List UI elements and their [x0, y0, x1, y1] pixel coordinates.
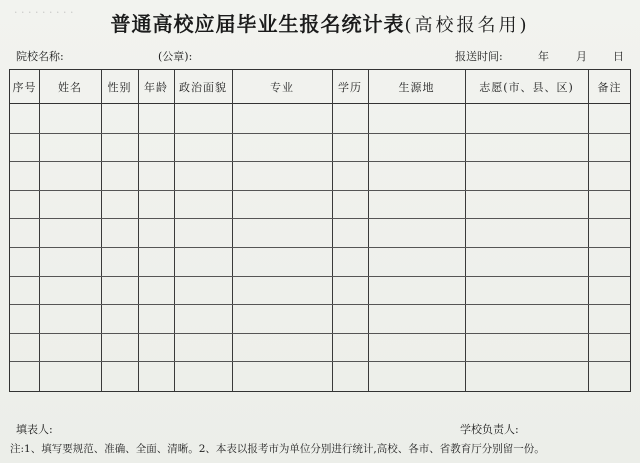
table-cell[interactable] — [138, 104, 174, 133]
column-header: 年龄 — [144, 81, 168, 94]
table-cell[interactable] — [588, 276, 631, 305]
table-cell[interactable] — [368, 161, 465, 190]
table-cell[interactable] — [10, 276, 39, 305]
table-cell[interactable] — [465, 133, 588, 162]
table-cell[interactable] — [332, 133, 368, 162]
table-cell[interactable] — [174, 104, 232, 133]
table-cell[interactable] — [10, 161, 39, 190]
table-cell[interactable] — [332, 333, 368, 362]
table-cell[interactable] — [465, 247, 588, 276]
table-cell[interactable] — [332, 304, 368, 333]
table-cell[interactable] — [368, 133, 465, 162]
month-label: 月 — [576, 50, 587, 63]
table-cell[interactable] — [138, 133, 174, 162]
filler-label: 填表人: — [16, 423, 53, 436]
form-title-sub: (高校报名用) — [404, 15, 530, 36]
table-cell[interactable] — [39, 276, 101, 305]
table-cell[interactable] — [232, 218, 332, 247]
table-cell[interactable] — [174, 304, 232, 333]
table-cell[interactable] — [232, 247, 332, 276]
table-cell[interactable] — [174, 276, 232, 305]
show-through-text: · · · · · · · · · — [14, 6, 74, 19]
table-cell[interactable] — [174, 333, 232, 362]
table-cell[interactable] — [138, 218, 174, 247]
table-cell[interactable] — [332, 161, 368, 190]
column-header: 志愿(市、县、区) — [479, 81, 574, 94]
table-cell[interactable] — [101, 190, 138, 219]
table-cell[interactable] — [39, 133, 101, 162]
table-cell[interactable] — [174, 247, 232, 276]
statistics-table — [9, 69, 631, 392]
table-cell[interactable] — [232, 104, 332, 133]
seal-label: (公章): — [158, 50, 193, 63]
table-cell[interactable] — [232, 361, 332, 390]
form-note: 注:1、填写要规范、准确、全面、清晰。2、本表以报考市为单位分别进行统计,高校、各市、省教育厅分别留一份。 — [10, 443, 545, 455]
table-cell[interactable] — [232, 304, 332, 333]
table-cell[interactable] — [332, 190, 368, 219]
table-cell[interactable] — [138, 190, 174, 219]
table-cell[interactable] — [39, 104, 101, 133]
table-cell[interactable] — [138, 304, 174, 333]
column-header: 姓名 — [58, 81, 82, 94]
table-cell[interactable] — [101, 304, 138, 333]
table-cell[interactable] — [10, 304, 39, 333]
table-cell[interactable] — [465, 333, 588, 362]
table-cell[interactable] — [368, 104, 465, 133]
table-cell[interactable] — [101, 133, 138, 162]
table-cell[interactable] — [232, 333, 332, 362]
table-cell[interactable] — [138, 161, 174, 190]
table-cell[interactable] — [465, 104, 588, 133]
form-title — [0, 8, 640, 37]
table-cell[interactable] — [174, 190, 232, 219]
table-cell[interactable] — [368, 247, 465, 276]
form-title-main: 普通高校应届毕业生报名统计表 — [110, 12, 405, 36]
table-cell[interactable] — [39, 333, 101, 362]
table-cell[interactable] — [368, 333, 465, 362]
column-header: 备注 — [597, 81, 622, 94]
column-header: 专业 — [270, 81, 294, 94]
table-cell[interactable] — [101, 361, 138, 390]
date-label: 报送时间: — [455, 50, 503, 63]
table-cell[interactable] — [588, 104, 631, 133]
table-cell[interactable] — [588, 218, 631, 247]
table-cell[interactable] — [465, 218, 588, 247]
table-cell[interactable] — [101, 161, 138, 190]
table-cell[interactable] — [101, 276, 138, 305]
table-cell[interactable] — [10, 218, 39, 247]
table-cell[interactable] — [368, 304, 465, 333]
column-header: 生源地 — [398, 81, 435, 94]
year-label: 年 — [538, 50, 549, 63]
table-cell[interactable] — [138, 361, 174, 390]
table-cell[interactable] — [174, 218, 232, 247]
table-cell[interactable] — [368, 276, 465, 305]
column-header: 序号 — [12, 81, 37, 94]
table-cell[interactable] — [39, 161, 101, 190]
table-cell[interactable] — [232, 190, 332, 219]
column-header: 政治面貌 — [179, 81, 227, 94]
table-cell[interactable] — [101, 218, 138, 247]
table-cell[interactable] — [332, 247, 368, 276]
table-cell[interactable] — [588, 133, 631, 162]
table-cell[interactable] — [10, 133, 39, 162]
table-cell[interactable] — [39, 190, 101, 219]
table-cell[interactable] — [10, 361, 39, 390]
table-cell[interactable] — [332, 104, 368, 133]
table-cell[interactable] — [368, 218, 465, 247]
table-cell[interactable] — [101, 333, 138, 362]
table-cell[interactable] — [465, 190, 588, 219]
table-cell[interactable] — [174, 133, 232, 162]
table-cell[interactable] — [332, 218, 368, 247]
table-cell[interactable] — [588, 161, 631, 190]
column-header: 性别 — [107, 81, 132, 94]
table-cell[interactable] — [368, 361, 465, 390]
table-cell[interactable] — [10, 190, 39, 219]
table-cell[interactable] — [10, 104, 39, 133]
table-cell[interactable] — [588, 247, 631, 276]
day-label: 日 — [613, 50, 624, 63]
table-cell[interactable] — [588, 304, 631, 333]
table-cell[interactable] — [588, 361, 631, 390]
table-cell[interactable] — [10, 247, 39, 276]
table-cell[interactable] — [232, 133, 332, 162]
table-cell[interactable] — [588, 190, 631, 219]
table-cell[interactable] — [332, 276, 368, 305]
table-cell[interactable] — [138, 276, 174, 305]
table-cell[interactable] — [174, 161, 232, 190]
table-cell[interactable] — [39, 218, 101, 247]
column-header: 学历 — [338, 81, 362, 94]
table-cell[interactable] — [232, 161, 332, 190]
table-cell[interactable] — [39, 304, 101, 333]
principal-label: 学校负责人: — [460, 423, 519, 436]
table-cell[interactable] — [232, 276, 332, 305]
table-cell[interactable] — [10, 333, 39, 362]
table-cell[interactable] — [588, 333, 631, 362]
table-cell[interactable] — [101, 247, 138, 276]
table-cell[interactable] — [174, 361, 232, 390]
table-cell[interactable] — [138, 247, 174, 276]
table-cell[interactable] — [39, 247, 101, 276]
table-cell[interactable] — [39, 361, 101, 390]
table-cell[interactable] — [465, 161, 588, 190]
table-cell[interactable] — [368, 190, 465, 219]
table-cell[interactable] — [138, 333, 174, 362]
table-cell[interactable] — [465, 361, 588, 390]
table-cell[interactable] — [332, 361, 368, 390]
table-cell[interactable] — [101, 104, 138, 133]
table-cell[interactable] — [465, 304, 588, 333]
table-cell[interactable] — [465, 276, 588, 305]
school-name-label: 院校名称: — [16, 50, 64, 63]
